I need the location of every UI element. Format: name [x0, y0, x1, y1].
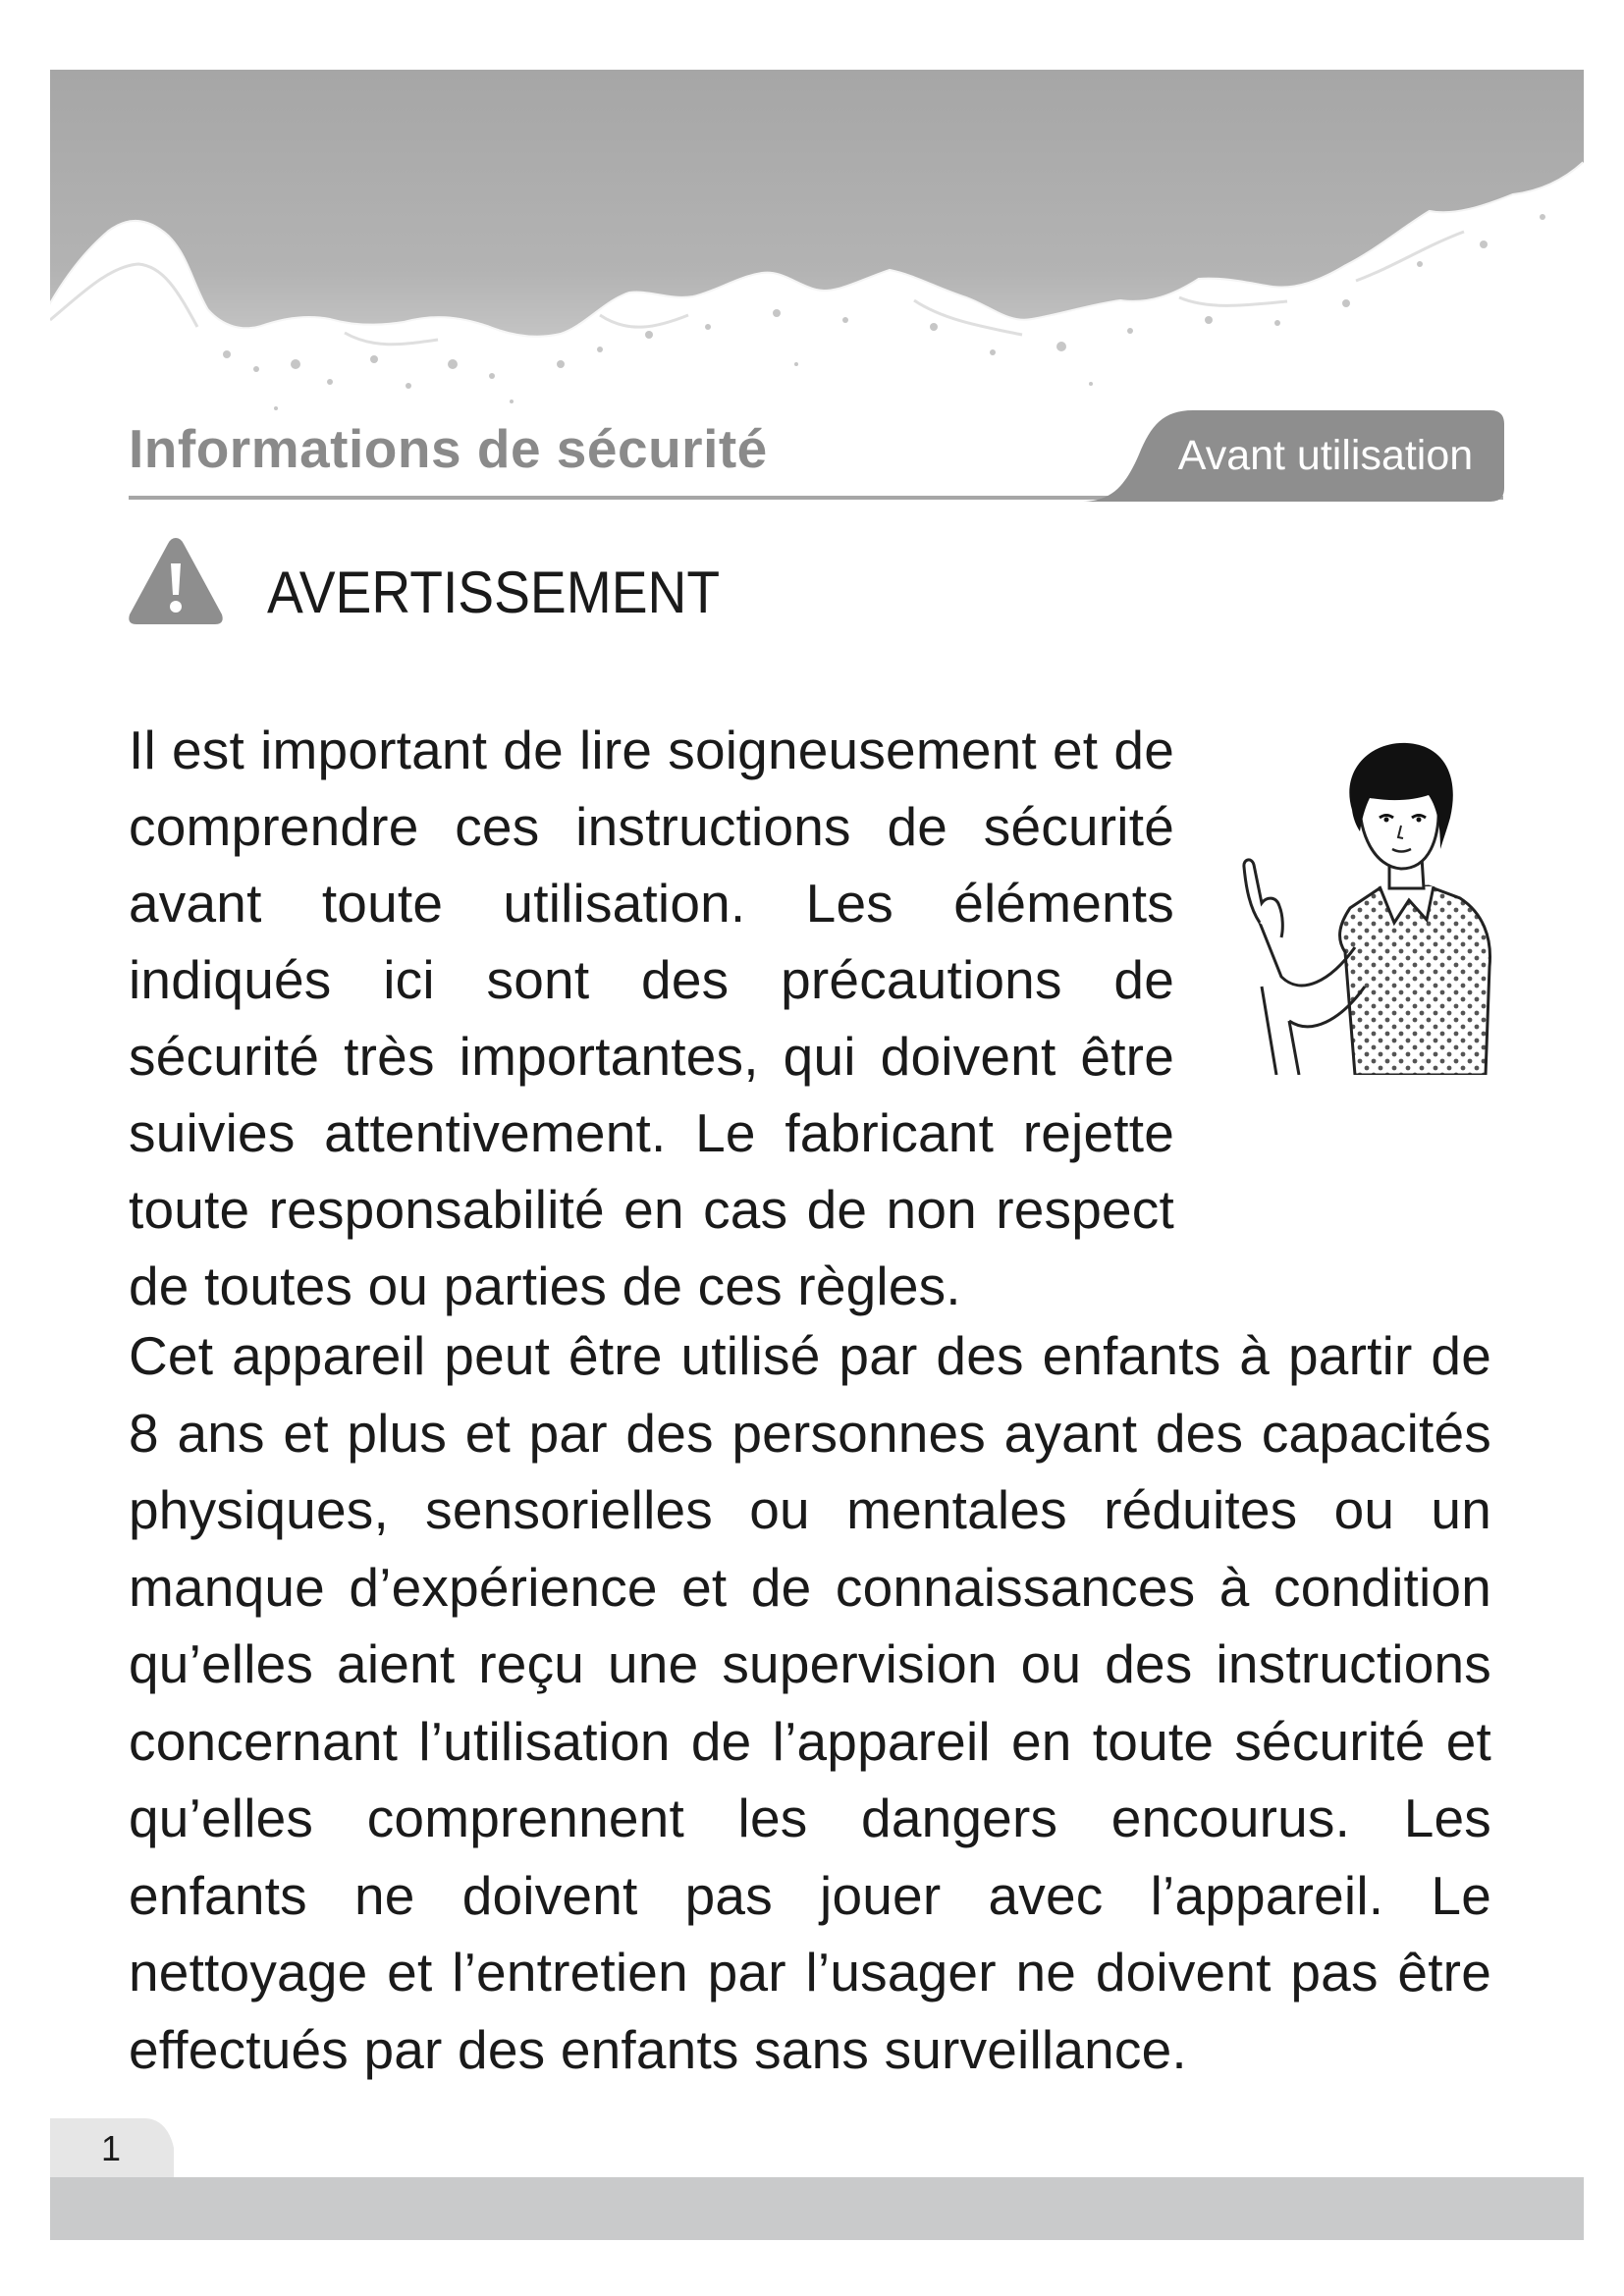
page-title: Informations de sécurité [129, 418, 768, 479]
page-number: 1 [101, 2128, 122, 2168]
water-wave-graphic [50, 70, 1584, 433]
warning-triangle-icon [127, 534, 225, 628]
footer-bar [50, 2177, 1584, 2240]
warning-heading: AVERTISSEMENT [267, 560, 721, 625]
section-tab-label: Avant utilisation [1177, 432, 1474, 479]
section-tab [1080, 410, 1504, 502]
woman-pointing-illustration [1232, 741, 1497, 1075]
header-water-banner [50, 70, 1584, 433]
page-number-tab [50, 2118, 174, 2179]
safety-paragraph-2: Cet appareil peut être utilisé par des enfants à partir de 8 ans et plus et par des personnes ayant des capacités physiques, sensorielles ou mentales réduites ou un manque d’expérience et de connaissances à condition qu’elles aient reçu une supervision ou des instructions concernant l’utilisation de l’appareil en toute sécurité et qu’elles comprennent les dangers encourus. Les enfants ne doivent pas jouer avec l’appareil. Le nettoyage et l’entretien par l’usager ne doivent pas être effectués par des enfants sans surveillance. [129, 1325, 1491, 2080]
safety-paragraph-1: Il est important de lire soigneusement et de comprendre ces instructions de sécurité avant toute utilisation. Les éléments indiqués ici sont des précautions de sécurité très importantes, qui doivent être suivies attentivement. Le fabricant rejette toute responsabilité en cas de non respect de toutes ou parties de ces règles. [129, 720, 1174, 1316]
